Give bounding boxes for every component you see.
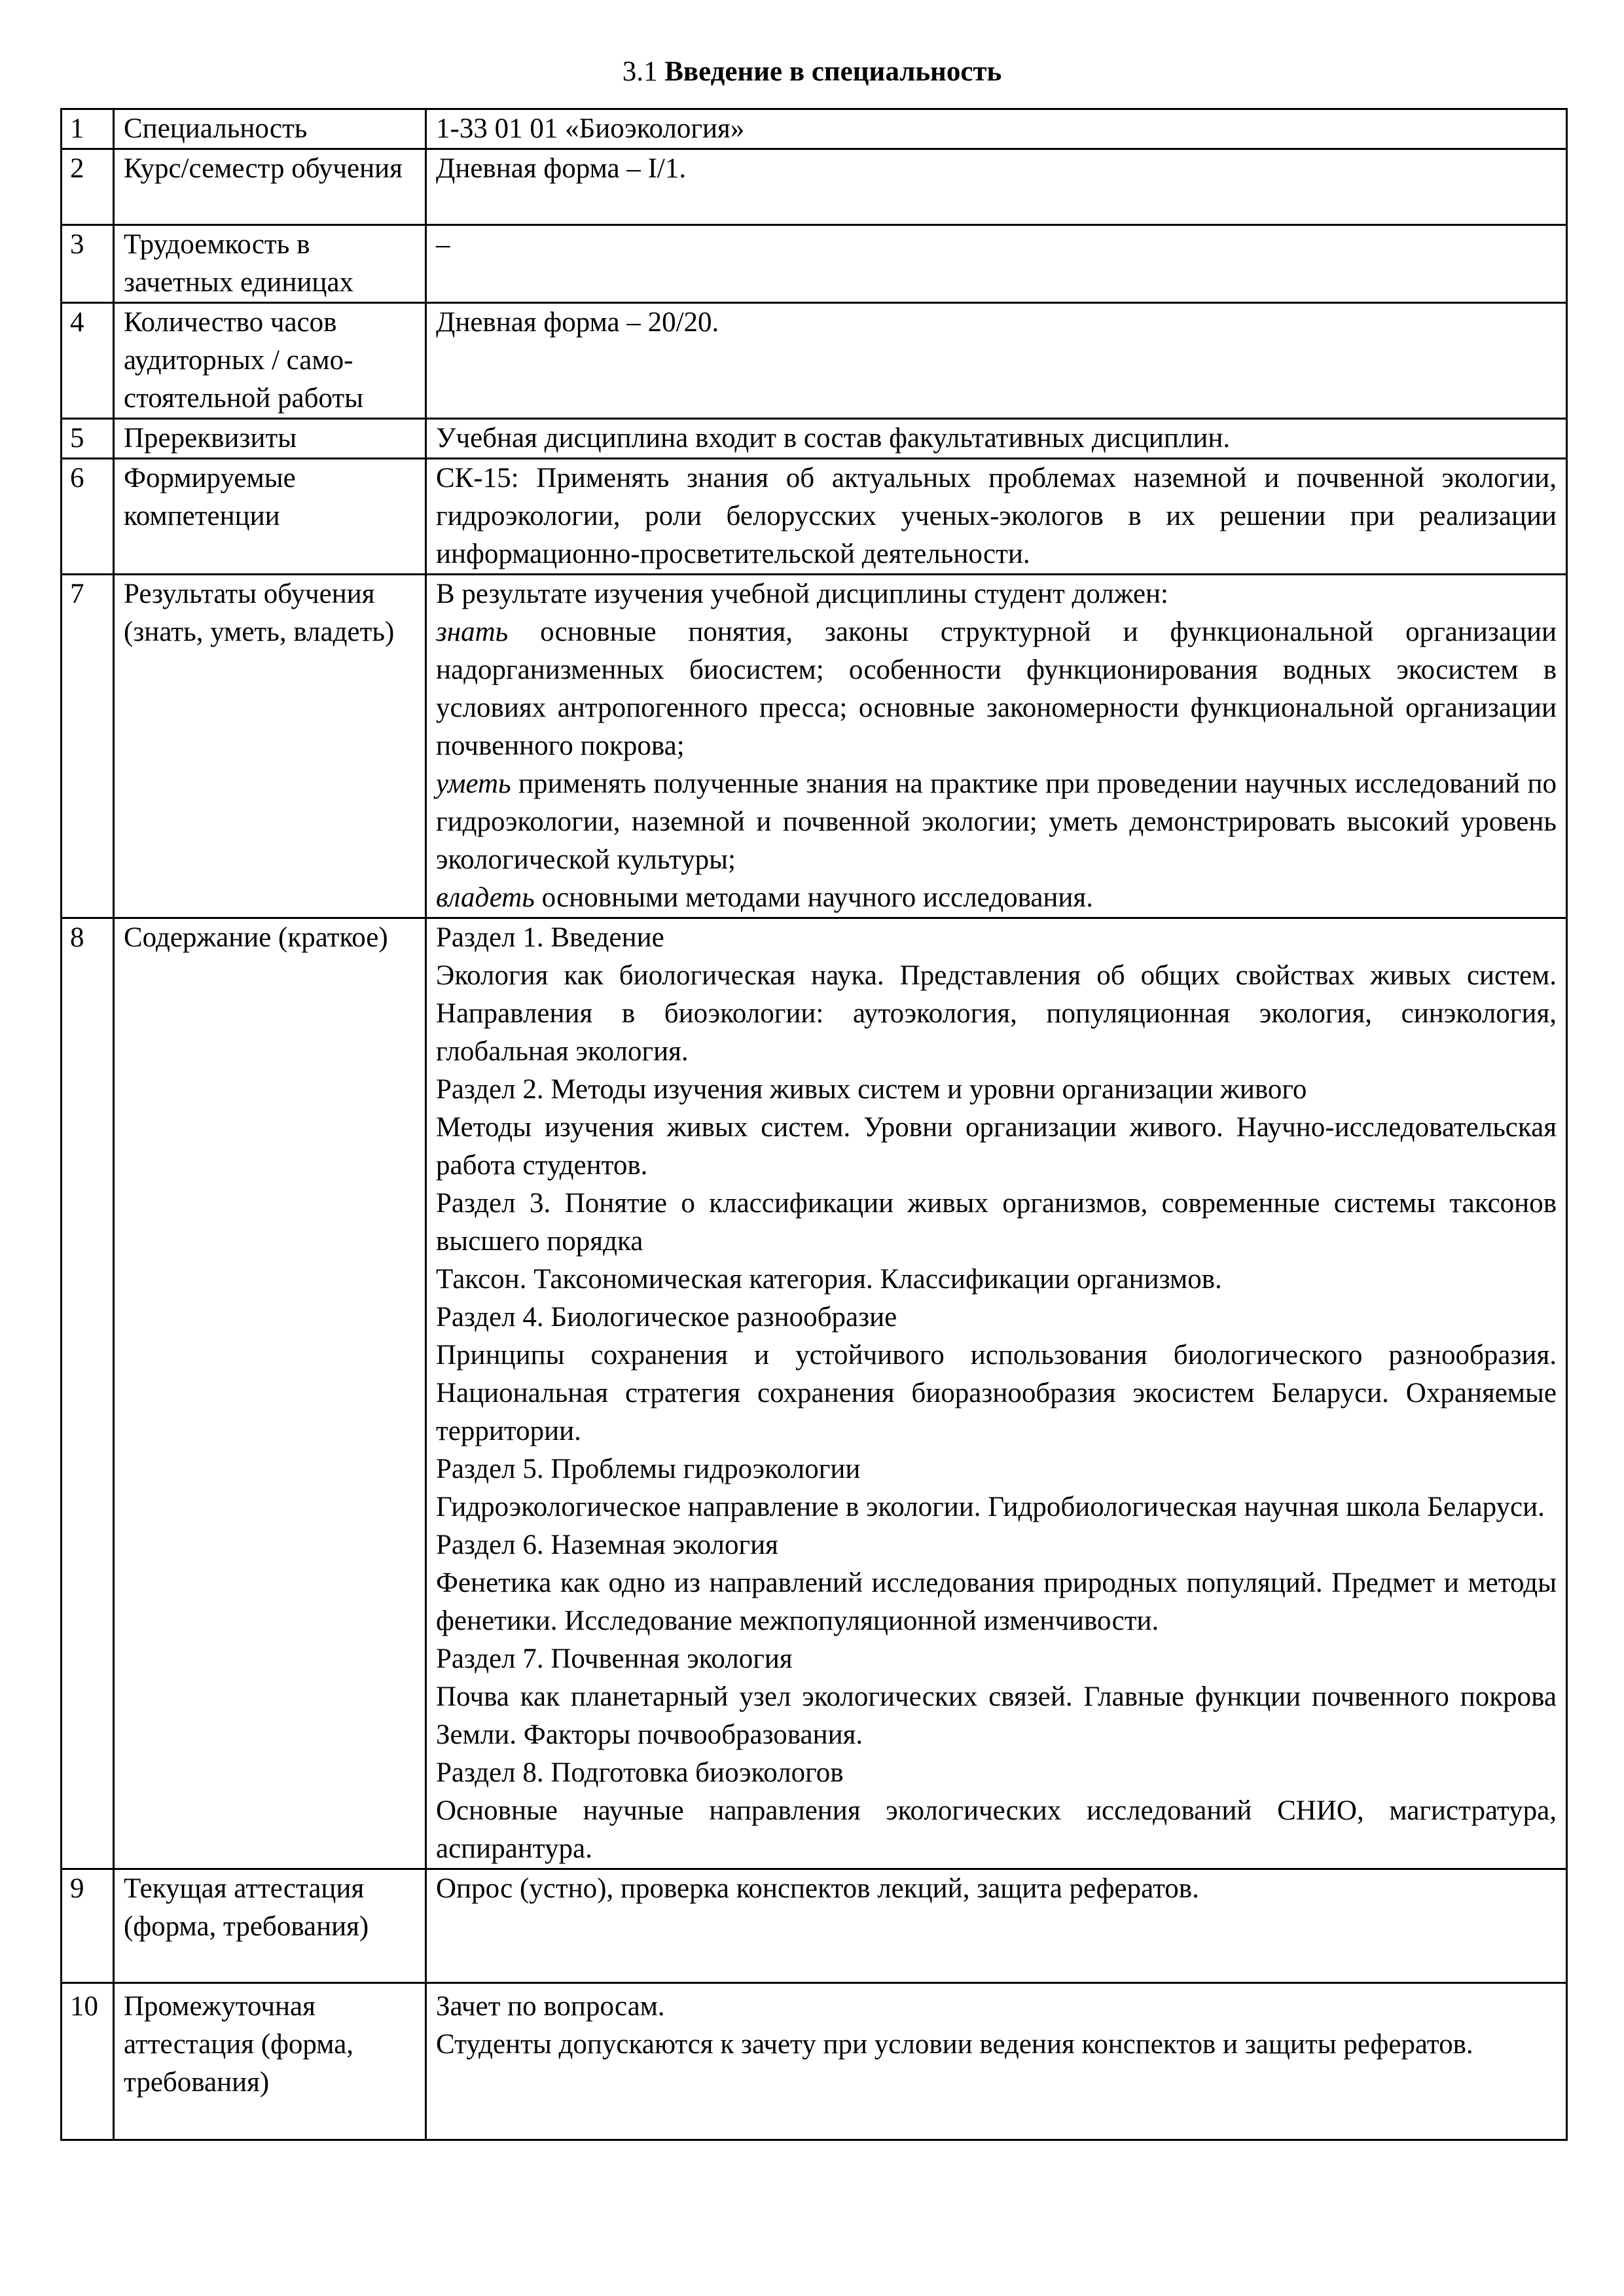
table-row <box>62 1869 1567 1983</box>
page-title <box>0 52 1624 92</box>
section-text: Принципы сохранения и устойчивого использования биологического разнообразия. Национальная стратегия сохранения биоразнообразия экосистем Беларуси. Охраняемые территории. <box>436 1340 1557 1446</box>
row-label: Курс/семестр обучения <box>114 149 426 225</box>
learning-outcome-know <box>436 613 1557 765</box>
section-text: Основные научные направления экологических исследований СНИО, магистратура, аспирантура. <box>436 1795 1557 1864</box>
row-content: Учебная дисциплина входит в состав факультативных дисциплин. <box>426 419 1567 459</box>
section-text: Почва как планетарный узел экологических связей. Главные функции почвенного покрова Земли. Факторы почвообразования. <box>436 1681 1557 1750</box>
section-heading: Раздел 8. Подготовка биоэкологов <box>436 1757 844 1788</box>
section-heading: Раздел 3. Понятие о классификации живых организмов, современные системы таксонов высшего порядка <box>436 1188 1557 1257</box>
table-row <box>62 1983 1567 2140</box>
row-content: 1-33 01 01 «Биоэкология» <box>426 109 1567 149</box>
learning-outcomes-intro: В результате изучения учебной дисциплины студент должен: <box>436 579 1169 609</box>
row-content: СК-15: Применять знания об актуальных проблемах наземной и почвенной экологии, гидроэкологии, роли белорусских ученых-экологов в их решении при реализации информационно-просветительской деятельности. <box>426 459 1567 575</box>
row-label: Текущая аттестация (форма, требования) <box>114 1869 426 1983</box>
row-content: Опрос (устно), проверка конспектов лекций, защита рефератов. <box>426 1869 1567 1983</box>
learning-outcome-own <box>436 879 1557 917</box>
section-heading: Раздел 7. Почвенная экология <box>436 1643 793 1674</box>
table-row <box>62 575 1567 918</box>
title-text: Введение в специальность <box>664 56 1002 87</box>
row-number: 2 <box>62 149 114 225</box>
row-number: 6 <box>62 459 114 575</box>
attestation-form: Зачет по вопросам. <box>436 1991 665 2022</box>
row-number: 9 <box>62 1869 114 1983</box>
row-number: 7 <box>62 575 114 918</box>
row-number: 5 <box>62 419 114 459</box>
row-number: 4 <box>62 303 114 419</box>
section-text: Таксон. Таксономическая категория. Классификации организмов. <box>436 1264 1222 1295</box>
row-label: Пререквизиты <box>114 419 426 459</box>
attestation-requirements: Студенты допускаются к зачету при условии ведения конспектов и защиты рефератов. <box>436 2029 1473 2060</box>
row-content: Дневная форма – I/1. <box>426 149 1567 225</box>
row-content <box>426 575 1567 918</box>
own-text: основными методами научного исследования. <box>541 882 1093 913</box>
can-term: уметь <box>436 768 511 799</box>
can-text: применять полученные знания на практике при проведении научных исследований по гидроэкологии, наземной и почвенной экологии; уметь демонстрировать высокий уровень экологической культуры; <box>436 768 1557 875</box>
row-number: 8 <box>62 918 114 1869</box>
section-text: Экология как биологическая наука. Представления об общих свойствах живых систем. Направления в биоэкологии: аутоэкология, популяционная экология, синэкология, глобальная экология. <box>436 960 1557 1067</box>
table-row <box>62 225 1567 303</box>
row-content: Дневная форма – 20/20. <box>426 303 1567 419</box>
know-text: основные понятия, законы структурной и функциональной организации надорганизменных биосистем; особенности функционирования водных экосистем в условиях антропогенного пресса; основные закономерности функциональной организации почвенного покрова; <box>436 617 1557 761</box>
section-heading: Раздел 5. Проблемы гидроэкологии <box>436 1454 861 1484</box>
row-content <box>426 918 1567 1869</box>
row-number: 10 <box>62 1983 114 2140</box>
row-label: Формируемые компетенции <box>114 459 426 575</box>
own-term: владеть <box>436 882 535 913</box>
syllabus-table <box>60 108 1568 2141</box>
learning-outcome-can <box>436 765 1557 879</box>
section-heading: Раздел 1. Введение <box>436 922 664 953</box>
row-content <box>426 1983 1567 2140</box>
table-row <box>62 459 1567 575</box>
table-row <box>62 303 1567 419</box>
row-content: – <box>426 225 1567 303</box>
section-heading: Раздел 4. Биологическое разнообразие <box>436 1302 897 1333</box>
know-term: знать <box>436 617 509 647</box>
table-row <box>62 109 1567 149</box>
section-heading: Раздел 6. Наземная экология <box>436 1530 778 1560</box>
row-label: Содержание (краткое) <box>114 918 426 1869</box>
table-row <box>62 918 1567 1869</box>
row-label: Результаты обучения (знать, уметь, владеть) <box>114 575 426 918</box>
section-text: Фенетика как одно из направлений исследования природных популяций. Предмет и методы фенетики. Исследование межпопуляционной изменчивости. <box>436 1568 1557 1636</box>
row-label: Специальность <box>114 109 426 149</box>
table-row <box>62 149 1567 225</box>
section-text: Гидроэкологическое направление в экологии. Гидробиологическая научная школа Беларуси. <box>436 1492 1545 1522</box>
row-label: Трудоемкость в зачетных единицах <box>114 225 426 303</box>
table-row <box>62 419 1567 459</box>
row-number: 1 <box>62 109 114 149</box>
row-label: Количество часов аудиторных / само-стоятельной работы <box>114 303 426 419</box>
row-label: Промежуточная аттестация (форма, требования) <box>114 1983 426 2140</box>
row-number: 3 <box>62 225 114 303</box>
section-text: Методы изучения живых систем. Уровни организации живого. Научно-исследовательская работа студентов. <box>436 1112 1557 1181</box>
section-heading: Раздел 2. Методы изучения живых систем и уровни организации живого <box>436 1074 1307 1105</box>
title-prefix: 3.1 <box>622 56 658 87</box>
